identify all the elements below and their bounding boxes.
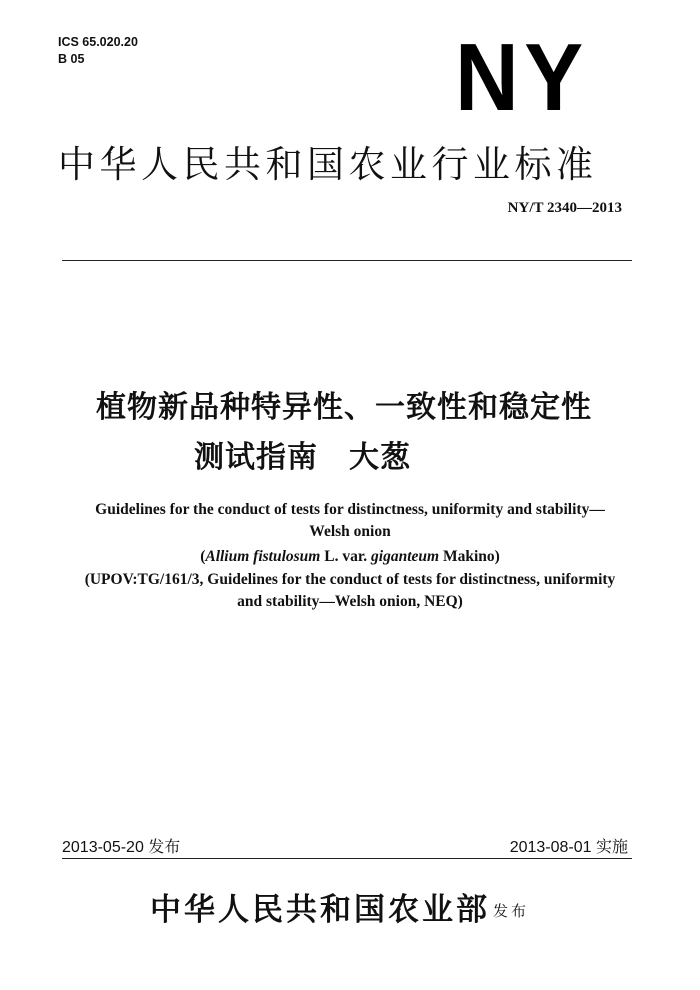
bottom-divider: [62, 858, 632, 859]
english-title-line-2: Welsh onion: [309, 523, 391, 540]
upov-line-1: (UPOV:TG/161/3, Guidelines for the conduct of tests for distinctness, uniformity: [84, 571, 616, 588]
top-divider: [62, 260, 632, 261]
ics-code: ICS 65.020.20: [58, 35, 138, 49]
english-title-line-1: Guidelines for the conduct of tests for distinctness, uniformity and stability—: [95, 501, 605, 518]
upov-line-2: and stability—Welsh onion, NEQ): [237, 593, 463, 610]
latin-open: (: [200, 548, 206, 565]
classification-codes: [58, 34, 138, 68]
latin-variety: giganteum: [371, 548, 440, 565]
chinese-title-line-1: 植物新品种特异性、一致性和稳定性: [96, 390, 592, 425]
publish-label: 发布: [493, 902, 530, 920]
latin-mid: L. var.: [320, 548, 372, 565]
chinese-title-line-2: 测试指南 大葱: [194, 440, 411, 475]
latin-close: Makino): [439, 548, 500, 565]
ccs-code: B 05: [58, 52, 85, 66]
issue-date: 2013-05-20 发布: [62, 839, 181, 856]
implementation-date: 2013-08-01 实施: [509, 839, 628, 856]
latin-genus: Allium fistulosum: [205, 548, 321, 565]
standard-title: 中华人民共和国农业行业标准: [58, 143, 598, 186]
ny-logo: NY: [455, 24, 589, 131]
issuing-ministry: 中华人民共和国农业部: [150, 892, 490, 928]
standard-number: NY/T 2340—2013: [507, 200, 622, 216]
latin-name-line: [40, 546, 660, 568]
